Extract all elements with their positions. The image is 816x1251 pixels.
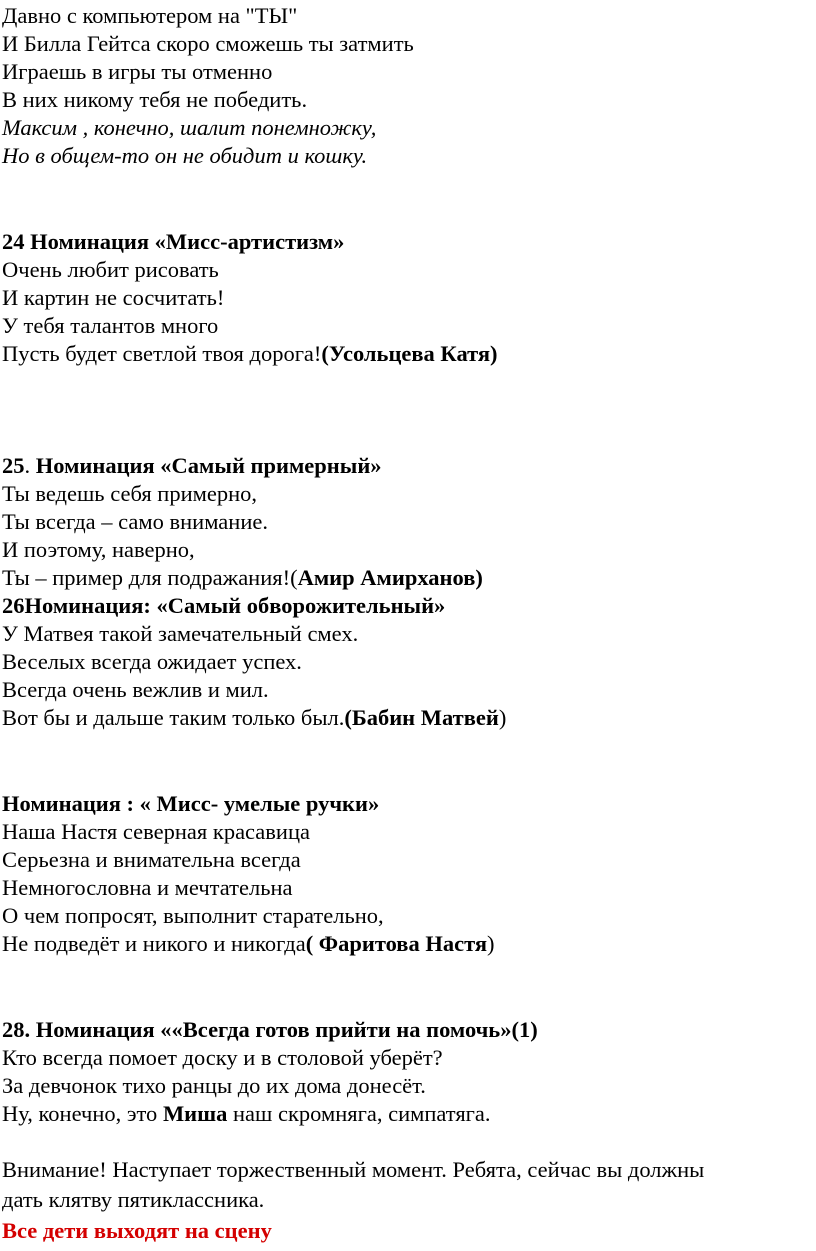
announcement-line: дать клятву пятиклассника. (2, 1187, 265, 1212)
verse-line-with-name (2, 340, 498, 368)
nominee-name: Миша (162, 1101, 228, 1126)
verse-line: В них никому тебя не победить. (2, 87, 308, 112)
heading-number: 25 (2, 453, 25, 478)
verse-line: О чем попросят, выполнит старательно, (2, 903, 384, 928)
verse-line: У Матвея такой замечательный смех. (2, 621, 359, 646)
verse-line: Давно с компьютером на "ТЫ" (2, 3, 298, 28)
verse-line: Немногословна и мечтательна (2, 875, 293, 900)
nominee-name: (Усольцева Катя) (321, 341, 498, 366)
verse-line: Серьезна и внимательна всегда (2, 847, 301, 872)
nominee-name: Амир Амирханов) (297, 565, 483, 590)
verse-line: Ты всегда – само внимание. (2, 509, 268, 534)
closing-paren: ) (487, 931, 495, 956)
verse-line-italic: Максим , конечно, шалит понемножку, (2, 115, 377, 140)
nomination-heading-28: 28. Номинация ««Всегда готов прийти на помочь»(1) (2, 1017, 538, 1042)
nominee-name: ( Фаритова Настя (305, 931, 487, 956)
verse-line: Очень любит рисовать (2, 257, 219, 282)
verse-line: Кто всегда помоет доску и в столовой уберёт? (2, 1045, 443, 1070)
verse-text: Не подведёт и никого и никогда (2, 931, 306, 956)
verse-line-with-name (2, 1100, 491, 1128)
stage-direction: Все дети выходят на сцену (2, 1218, 272, 1243)
verse-line: И поэтому, наверно, (2, 537, 195, 562)
verse-line: У тебя талантов много (2, 313, 219, 338)
verse-line: За девчонок тихо ранцы до их дома донесёт. (2, 1073, 426, 1098)
verse-line: И картин не сосчитать! (2, 285, 225, 310)
verse-text: Ты – пример для подражания!( (2, 565, 298, 590)
nomination-heading-25 (2, 452, 382, 480)
nomination-heading-24: 24 Номинация «Мисс-артистизм» (2, 229, 345, 254)
verse-line: Наша Настя северная красавица (2, 819, 310, 844)
verse-text: Ну, конечно, это (2, 1101, 163, 1126)
heading-dot: . (24, 453, 31, 478)
verse-line: Играешь в игры ты отменно (2, 59, 273, 84)
verse-text: Вот бы и дальше таким только был. (2, 705, 345, 730)
heading-text: Номинация «Самый примерный» (30, 453, 382, 478)
announcement-line: Внимание! Наступает торжественный момент. Ребята, сейчас вы должны (2, 1157, 705, 1182)
verse-text: наш скромняга, симпатяга. (227, 1101, 491, 1126)
verse-line-with-name (2, 930, 495, 958)
nomination-heading-26: 26Номинация: «Самый обворожительный» (2, 593, 446, 618)
closing-paren: ) (498, 705, 507, 730)
nomination-heading-skilled-hands: Номинация : « Мисс- умелые ручки» (2, 791, 380, 816)
verse-line-with-name (2, 704, 506, 732)
verse-line-with-name (2, 564, 483, 592)
verse-line: И Билла Гейтса скоро сможешь ты затмить (2, 31, 414, 56)
verse-text: Пусть будет светлой твоя дорога! (2, 341, 322, 366)
verse-line: Веселых всегда ожидает успех. (2, 649, 302, 674)
verse-line: Всегда очень вежлив и мил. (2, 677, 269, 702)
nominee-name: (Бабин Матвей (344, 705, 499, 730)
verse-line: Ты ведешь себя примерно, (2, 481, 258, 506)
verse-line-italic: Но в общем-то он не обидит и кошку. (2, 143, 368, 168)
